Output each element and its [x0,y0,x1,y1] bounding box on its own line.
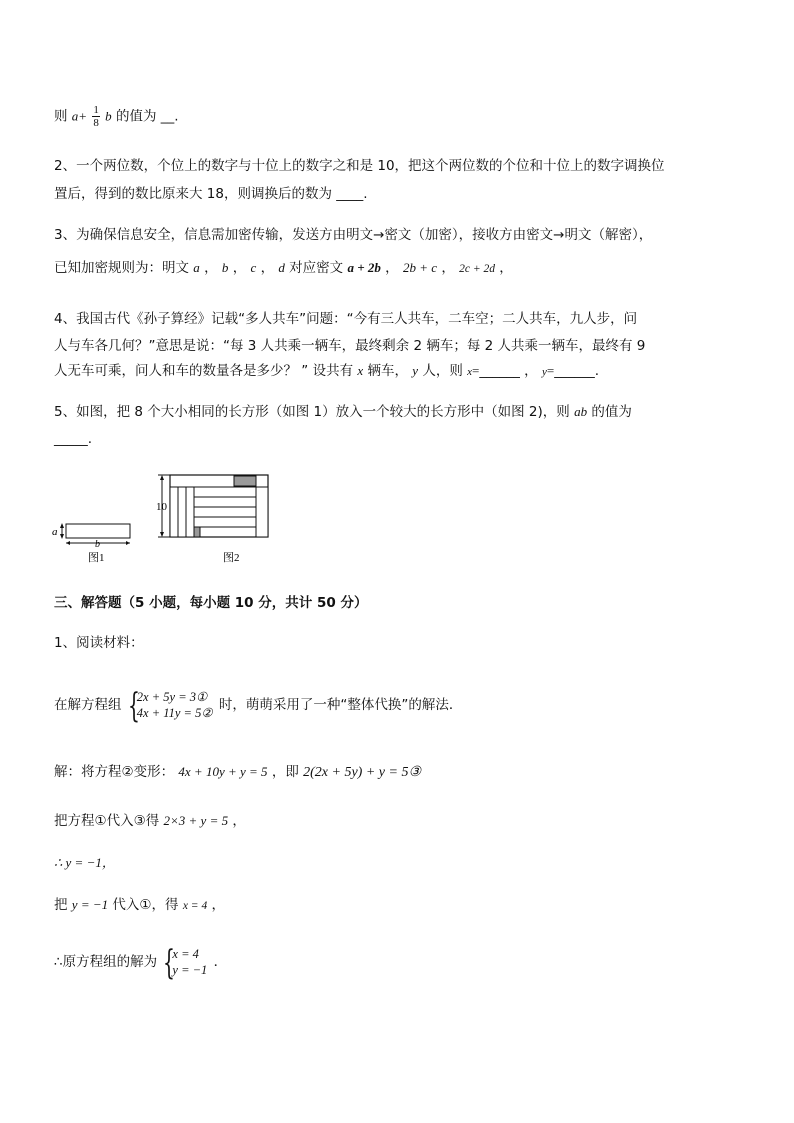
q5-line1-a: 5、如图，把 8 个大小相同的长方形（如图 1）放入一个较大的长方形中（如图 2)，则 [54,404,575,420]
q4-y: y [412,363,419,378]
fig1-a-arrowhead-top [60,523,64,528]
p1-step1-mid: ，即 [271,764,304,780]
p1-sys-row1: 2x + 5y = 3① [136,690,208,704]
q4-blank1: ______ [479,363,520,379]
prev-prefix: 则 [54,108,72,125]
p1-solution-system [163,943,208,983]
q3-b: b [221,260,229,275]
q5-line1-b: 的值为 [591,404,632,420]
prev-frac-num: 1 [93,104,99,116]
q4-line2: 人与车各几何？”意思是说：“每 3 人共乘一辆车，最终剩余 2 辆车；每 2 人共乘一辆车，最终有 9 [54,338,646,354]
prev-expr-a: a+ [71,108,88,124]
section3-title: 三、解答题（5 小题，每小题 10 分，共计 50 分） [54,595,368,611]
prev-fraction [92,104,100,129]
q3-e2: 2b + c [402,260,438,275]
p1-step2-suffix: ， [232,813,246,829]
fig1-b-label: b [95,539,100,550]
q4-x: x [357,363,364,378]
q3-prefix: 已知加密规则为：明文 [54,260,194,276]
q3-corr: 对应密文 [289,260,344,276]
q3-sep1: ， [204,260,218,276]
q4-line3-a: 人无车可乘，问人和车的数量各是多少？ ” 设共有 [54,363,358,379]
p1-sol-prefix: ∴原方程组的解为 [54,954,158,970]
q3-e3: 2c + 2d [459,263,495,275]
p1-step2 [54,811,246,831]
q3-end: ， [499,260,513,276]
p1-sys-suffix: 时，萌萌采用了一种“整体代换”的解法． [218,697,463,713]
p1-step1-prefix: 解：将方程②变形： [54,764,175,780]
fig2-horizontal-rect-2 [194,497,256,507]
p1-step4-x: x = 4 [182,900,208,912]
p1-step2-prefix: 把方程①代入③得 [54,813,164,829]
p1-system [127,686,213,726]
q4-line3 [54,361,599,382]
fig1-rectangle [66,524,130,538]
fig2-vertical-rect-3 [186,487,194,537]
q4-y-eq: y [541,366,547,378]
p1-step4-mid: 代入①，得 [112,897,183,913]
fig2-shaded-gap-top [234,476,256,486]
fig2-vertical-rect-2 [178,487,186,537]
prev-blank: __. [160,108,179,125]
q4-eq1: = [472,363,480,378]
q4-eq2: = [546,363,555,378]
p1-step4-prefix: 把 [54,897,72,913]
fig1-a-label: a [52,526,58,538]
p1-sol-row1: x = 4 [172,947,199,961]
p1-sol-row2: y = −1 [172,963,208,977]
p1-sys-row2: 4x + 11y = 5② [136,706,213,720]
prev-question-line [54,104,179,129]
p1-step4-expr: y = −1 [71,897,109,912]
fig1-b-arrowhead-right [126,541,130,545]
q4-line1: 4、我国古代《孙子算经》记载“多人共车”问题：“今有三人共车，二车空；二人共车，九人步，问 [54,311,638,327]
q3-sep2: ， [232,260,247,276]
p1-system-line [54,686,463,726]
fig2-shaded-gap-bottom [194,527,200,537]
fig2-vertical-rect-1 [170,487,178,537]
p1-solution-brace-icon: { [163,943,176,983]
q3-sep3: ， [260,260,275,276]
fig2-height-arrowhead-top [160,475,164,480]
p1-step1 [54,762,421,783]
fig2-height-arrowhead-bottom [160,532,164,537]
q4-blank2: ______ [554,363,595,379]
q3-e1: a + 2b [347,260,381,275]
fig2-horizontal-rect-1 [194,487,256,497]
q2-line1: 2、一个两位数，个位上的数字与十位上的数字之和是 10，把这个两位数的个位和十位上的数字调换位 [54,158,665,174]
q4-line3-c: 人，则 [422,363,468,379]
fig1-caption: 图1 [88,552,105,564]
q3-a: a [193,260,200,275]
q3-d: d [278,260,285,275]
p1-step2-expr: 2×3 + y = 5 [163,813,229,828]
p1-sys-prefix: 在解方程组 [54,697,122,713]
q4-x-eq: x [467,366,473,378]
p1-step4 [54,895,225,916]
q5-line1 [54,402,632,422]
q4-period: . [594,363,599,379]
fig1-a-arrowhead-bottom [60,534,64,539]
q5-line2: _____. [54,431,93,447]
prev-suffix: 的值为 [115,108,161,125]
p1-step3: ∴ y = −1， [54,855,115,870]
fig2-caption: 图2 [223,552,240,564]
q3-sep4: ， [385,260,399,276]
p1-solution [54,943,228,983]
q2-line2: 置后，得到的数比原来大 18，则调换后的数为 ____. [54,186,368,202]
p1-step1-expr1: 4x + 10y + y = 5 [178,764,268,779]
fig2-horizontal-rect-4 [194,517,256,527]
p1-intro: 1、阅读材料： [54,635,144,651]
q3-line2 [54,258,513,279]
p1-brace-icon: { [127,686,140,726]
fig1-b-arrowhead-left [66,541,70,545]
fig2-height-label: 10 [156,501,167,513]
p1-step4-suffix: ， [211,897,225,913]
q5-figure [48,470,278,565]
prev-expr-b: b [105,108,112,124]
q4-comma: ， [524,363,538,379]
q5-ab: ab [574,404,588,419]
q3-sep5: ， [441,260,455,276]
q3-c: c [250,260,257,275]
q3-line1: 3、为确保信息安全，信息需加密传输，发送方由明文→密文（加密），接收方由密文→明文（解密）， [54,227,653,243]
fig2-vertical-rect-right [256,487,268,537]
p1-step1-expr2: 2(2x + 5y) + y = 5③ [303,765,421,780]
q4-line3-b: 辆车， [367,363,408,379]
fig2-horizontal-rect-3 [194,507,256,517]
prev-frac-den: 8 [93,117,99,129]
p1-sol-suffix: ． [213,954,228,970]
